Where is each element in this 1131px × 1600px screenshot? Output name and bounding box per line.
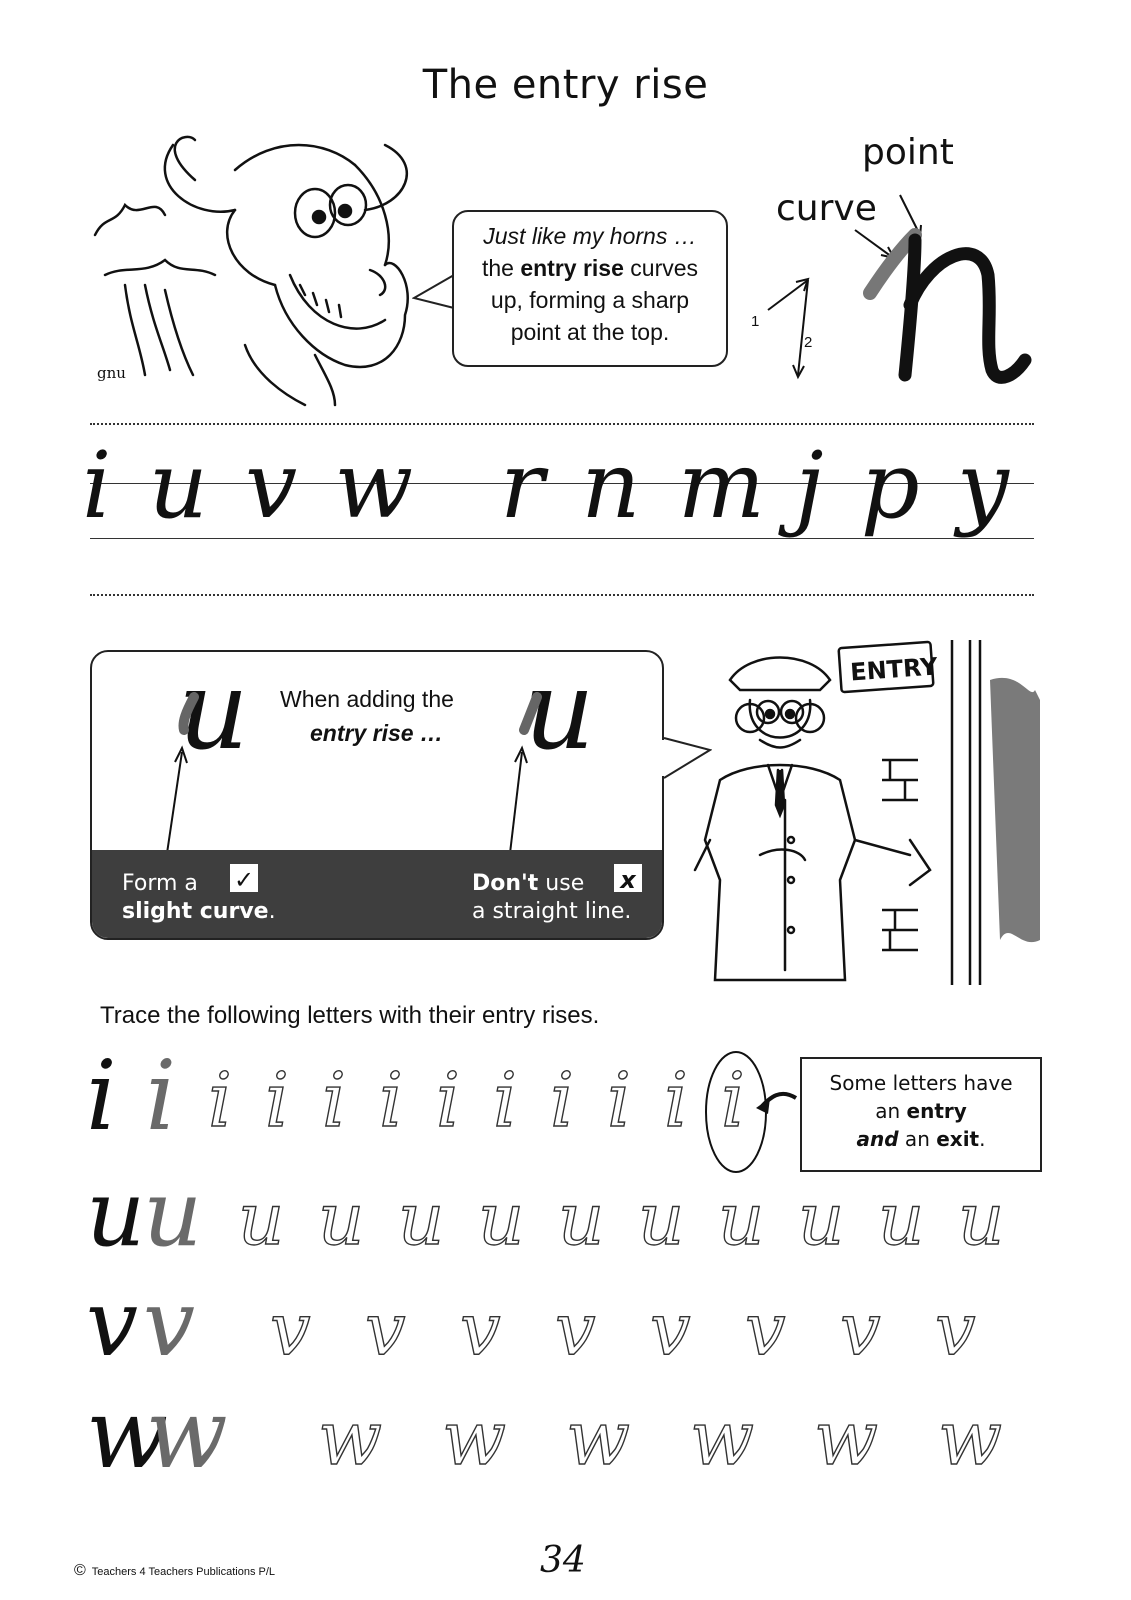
speech-line-1: Just like my horns … — [483, 223, 697, 249]
trace-letter-w: w — [566, 1395, 631, 1483]
speech-line-2: the entry rise curves — [481, 255, 699, 281]
example-group-3: j p y — [795, 432, 1013, 539]
trace-letter-u: u — [318, 1176, 365, 1261]
trace-letter-w: w — [938, 1395, 1003, 1483]
trace-letter-v: v — [650, 1286, 691, 1371]
model-letter-v: v — [86, 1270, 138, 1377]
curve-label: curve — [776, 188, 877, 229]
page-number: 34 — [540, 1540, 586, 1581]
footer — [74, 1562, 275, 1580]
trace-letter-v: v — [745, 1286, 786, 1371]
trace-letter-i: i — [436, 1057, 460, 1145]
trace-letter-i: i — [550, 1057, 574, 1145]
bad-straight-arrow — [502, 692, 542, 852]
grey-letter-u: u — [143, 1160, 203, 1267]
trace-letter-u: u — [878, 1176, 925, 1261]
bad-line-1: Don't use — [472, 871, 585, 896]
good-line-1: Form a — [122, 871, 198, 896]
publisher-text: Teachers 4 Teachers Publications P/L — [91, 1566, 276, 1578]
panel-line-2: entry rise … — [310, 720, 443, 746]
entry-rise-diagram — [760, 185, 1060, 395]
note-line-1: Some letters have — [829, 1071, 1013, 1095]
trace-letter-i: i — [322, 1057, 346, 1145]
trace-letter-i: i — [379, 1057, 403, 1145]
trace-letter-u: u — [558, 1176, 605, 1261]
trace-letter-i: i — [493, 1057, 517, 1145]
model-letter-w: w — [86, 1378, 169, 1490]
trace-letter-w: w — [318, 1395, 383, 1483]
panel-dark-footer — [92, 850, 664, 940]
note-line-2: an entry — [875, 1099, 967, 1123]
trace-letter-i: i — [208, 1057, 232, 1145]
guide-dotted-top — [90, 423, 1034, 425]
speech-line-4: point at the top. — [510, 319, 670, 345]
highlight-circle-arrow — [700, 1048, 800, 1178]
grey-letter-i: i — [145, 1040, 177, 1152]
page-title: The entry rise — [422, 62, 709, 108]
step-2-label: 2 — [804, 334, 813, 351]
example-group-2: r n m — [500, 432, 769, 539]
trace-letter-u: u — [798, 1176, 845, 1261]
point-label: point — [862, 132, 954, 173]
entry-sign-text: ENTRY — [849, 652, 939, 687]
note-line-3: and an exit. — [856, 1127, 986, 1151]
trace-letter-i: i — [265, 1057, 289, 1145]
step-1-label: 1 — [751, 313, 760, 330]
entry-exit-note — [800, 1057, 1042, 1172]
model-letter-i: i — [86, 1040, 117, 1152]
bad-u-letter: u — [524, 650, 595, 774]
trace-letter-u: u — [718, 1176, 765, 1261]
trace-letter-w: w — [690, 1395, 755, 1483]
trace-letter-i: i — [607, 1057, 631, 1145]
trace-letter-i: i — [664, 1057, 688, 1145]
trace-letter-u: u — [398, 1176, 445, 1261]
trace-letter-v: v — [840, 1286, 881, 1371]
trace-letter-i: i — [721, 1057, 745, 1145]
cross-mark-icon: x — [614, 864, 642, 892]
trace-letter-w: w — [814, 1395, 879, 1483]
trace-letter-u: u — [958, 1176, 1005, 1261]
trace-letter-u: u — [478, 1176, 525, 1261]
gnu-speech-bubble — [452, 210, 728, 367]
good-u-letter: u — [178, 650, 249, 774]
tracing-instruction: Trace the following letters with their entry rises. — [100, 1002, 600, 1029]
model-letter-u: u — [86, 1160, 146, 1267]
gnu-label: gnu — [97, 364, 126, 382]
gnu-illustration — [85, 125, 435, 415]
trace-letter-u: u — [638, 1176, 685, 1261]
good-curve-arrow — [162, 692, 202, 852]
trace-letter-w: w — [442, 1395, 507, 1483]
panel-line-1: When adding the — [280, 686, 454, 712]
trace-letter-v: v — [935, 1286, 976, 1371]
speech-tail — [412, 270, 456, 320]
entry-rise-panel — [90, 650, 664, 940]
example-group-1: i u v w — [82, 432, 418, 539]
speech-line-3: up, forming a sharp — [490, 287, 690, 313]
good-line-2: slight curve. — [122, 899, 276, 924]
trace-letter-v: v — [270, 1286, 311, 1371]
grey-letter-w: w — [145, 1378, 228, 1490]
bad-line-2: a straight line. — [472, 899, 632, 924]
trace-letter-v: v — [555, 1286, 596, 1371]
trace-letter-v: v — [460, 1286, 501, 1371]
trace-letter-v: v — [365, 1286, 406, 1371]
copyright-icon: © — [74, 1562, 86, 1579]
trace-letter-u: u — [238, 1176, 285, 1261]
guide-dotted-bottom — [90, 594, 1034, 596]
check-mark-icon: ✓ — [230, 864, 258, 892]
monkey-doorman-illustration — [690, 640, 1070, 1020]
grey-letter-v: v — [143, 1270, 196, 1377]
